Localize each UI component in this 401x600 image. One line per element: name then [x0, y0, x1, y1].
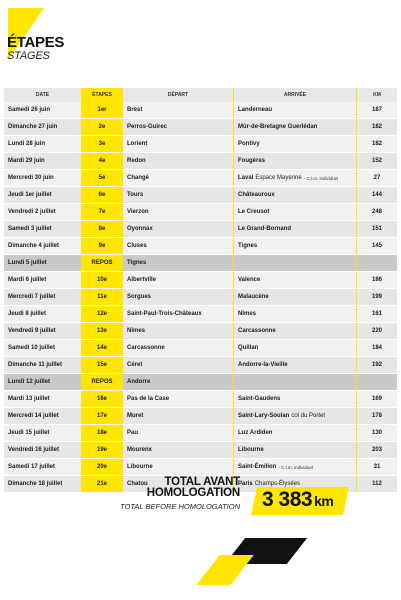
cell-start	[123, 374, 233, 390]
cell-date	[4, 119, 81, 135]
cell-date-text: Lundi 5 juillet	[8, 260, 47, 266]
cell-start-text: Albertville	[127, 277, 157, 283]
cell-stage-text: 7e	[98, 209, 106, 215]
cell-start-text: Perros-Guirec	[127, 124, 168, 130]
cell-km	[356, 289, 397, 305]
title-subtitle: STAGES	[7, 50, 50, 62]
cell-km-text: 178	[371, 413, 382, 419]
cell-stage	[81, 374, 123, 390]
cell-start	[123, 459, 233, 475]
cell-km-text: 187	[371, 107, 382, 113]
table-row	[4, 221, 397, 237]
cell-finish	[233, 323, 356, 339]
cell-finish	[233, 272, 356, 288]
page-title	[7, 36, 64, 62]
cell-date-text: Mercredi 7 juillet	[8, 294, 56, 300]
cell-start	[123, 119, 233, 135]
cell-km-text: 220	[371, 328, 382, 334]
cell-finish	[233, 102, 356, 118]
total-label-fr-line2: HOMOLOGATION	[146, 487, 240, 499]
table-row	[4, 136, 397, 152]
cell-start-text: Libourne	[127, 464, 153, 470]
cell-date	[4, 425, 81, 441]
cell-stage-text: 19e	[96, 447, 107, 453]
total-distance-value: 3 383	[262, 488, 313, 511]
cell-stage-text: REPOS	[91, 260, 113, 266]
col-header-stage: ÉTAPES	[81, 88, 123, 102]
cell-stage-text: 11e	[97, 294, 107, 300]
cell-date	[4, 238, 81, 254]
cell-stage-text: REPOS	[91, 379, 113, 385]
table-row	[4, 238, 397, 254]
cell-finish-note: - C.l.m. individuel	[278, 464, 313, 470]
cell-stage-text: 3e	[98, 141, 106, 147]
table-row	[4, 102, 397, 118]
cell-date-text: Lundi 12 juillet	[8, 379, 51, 385]
cell-km-text: 182	[371, 124, 382, 130]
cell-start	[123, 408, 233, 424]
table-row	[4, 323, 397, 339]
cell-start	[123, 255, 233, 271]
title-main: ÉTAPES	[7, 34, 65, 51]
cell-finish	[233, 238, 356, 254]
cell-stage-text: 4e	[98, 158, 106, 164]
cell-date	[4, 391, 81, 407]
cell-km-text: 248	[371, 209, 382, 215]
cell-finish-text: Mûr-de-Bretagne Guerlédan	[238, 124, 318, 130]
cell-date-text: Samedi 3 juillet	[8, 226, 52, 232]
cell-start	[123, 323, 233, 339]
cell-date-text: Jeudi 8 juillet	[8, 311, 47, 317]
cell-stage-text: 10e	[96, 277, 107, 283]
cell-date-text: Samedi 26 juin	[8, 107, 51, 113]
cell-stage	[81, 255, 123, 271]
cell-date	[4, 357, 81, 373]
cell-date-text: Dimanche 4 juillet	[8, 243, 60, 249]
cell-start	[123, 221, 233, 237]
cell-km	[356, 340, 397, 356]
cell-stage	[81, 323, 123, 339]
cell-start	[123, 425, 233, 441]
cell-start	[123, 136, 233, 152]
cell-finish-text: Landerneau	[238, 107, 273, 113]
cell-date-text: Samedi 17 juillet	[8, 464, 56, 470]
cell-start-text: Brest	[127, 107, 143, 113]
cell-finish	[233, 459, 356, 475]
cell-start-text: Oyonnax	[127, 226, 153, 232]
cell-km	[356, 204, 397, 220]
cell-start	[123, 102, 233, 118]
cell-km	[356, 357, 397, 373]
cell-km	[356, 272, 397, 288]
rest-day-row	[4, 255, 397, 271]
cell-stage-text: 16e	[96, 396, 107, 402]
cell-finish-text: Nîmes	[238, 311, 257, 317]
cell-date	[4, 442, 81, 458]
cell-stage-text: 6e	[98, 192, 106, 198]
table-row	[4, 425, 397, 441]
cell-date	[4, 153, 81, 169]
cell-start-text: Saint-Paul-Trois-Châteaux	[127, 311, 202, 317]
cell-date-text: Mercredi 14 juillet	[8, 413, 59, 419]
cell-date	[4, 323, 81, 339]
cell-finish	[233, 255, 356, 271]
cell-stage-text: 20e	[96, 464, 107, 470]
cell-km-text: 186	[371, 277, 382, 283]
cell-finish-text: Saint-Gaudens	[238, 396, 281, 402]
col-header-finish: ARRIVÉE	[233, 88, 356, 102]
cell-stage	[81, 306, 123, 322]
cell-stage	[81, 425, 123, 441]
cell-finish	[233, 408, 356, 424]
cell-date	[4, 102, 81, 118]
cell-finish-text: Libourne	[238, 447, 264, 453]
cell-finish-text: Paris	[238, 481, 253, 487]
cell-km	[356, 102, 397, 118]
cell-km-text: 130	[371, 430, 382, 436]
table-body	[4, 102, 397, 492]
cell-km	[356, 119, 397, 135]
total-label-en: TOTAL BEFORE HOMOLOGATION	[120, 502, 240, 511]
cell-finish-text: Quillan	[238, 345, 259, 351]
cell-stage	[81, 408, 123, 424]
table-row	[4, 408, 397, 424]
cell-stage-text: 17e	[96, 413, 107, 419]
cell-date-text: Vendredi 9 juillet	[8, 328, 56, 334]
cell-finish-detail: col du Portet	[291, 413, 326, 419]
cell-km	[356, 306, 397, 322]
cell-date	[4, 255, 81, 271]
cell-stage-text: 1er	[97, 107, 107, 113]
cell-stage-text: 15e	[96, 362, 107, 368]
cell-finish-text: Luz Ardiden	[238, 430, 273, 436]
cell-date-text: Jeudi 1er juillet	[8, 192, 52, 198]
cell-start-text: Sorgues	[127, 294, 152, 300]
table-row	[4, 119, 397, 135]
cell-km-text: 184	[371, 345, 382, 351]
cell-finish	[233, 306, 356, 322]
cell-start-text: Tours	[127, 192, 144, 198]
cell-km-text: 199	[371, 294, 382, 300]
cell-finish	[233, 374, 356, 390]
cell-finish	[233, 119, 356, 135]
cell-finish	[233, 391, 356, 407]
table-row	[4, 459, 397, 475]
cell-stage	[81, 204, 123, 220]
cell-finish-text: Laval	[238, 175, 254, 181]
cell-km	[356, 442, 397, 458]
cell-stage	[81, 238, 123, 254]
cell-date	[4, 306, 81, 322]
cell-date	[4, 272, 81, 288]
cell-date	[4, 204, 81, 220]
cell-stage-text: 21e	[96, 481, 107, 487]
cell-finish-detail: Espace Mayenne	[255, 175, 302, 181]
cell-date-text: Lundi 28 juin	[8, 141, 45, 147]
cell-start	[123, 306, 233, 322]
cell-start-text: Pas de la Case	[127, 396, 170, 402]
cell-stage	[81, 459, 123, 475]
cell-stage-text: 18e	[96, 430, 107, 436]
table-row	[4, 391, 397, 407]
cell-finish-text: Valence	[238, 277, 261, 283]
cell-km-text: 182	[371, 141, 382, 147]
cell-finish-text: Fougères	[238, 158, 266, 164]
cell-date	[4, 221, 81, 237]
cell-km	[356, 170, 397, 186]
cell-km-text: 31	[373, 464, 381, 470]
table-row	[4, 153, 397, 169]
cell-km-text: 152	[371, 158, 382, 164]
col-header-date: DATE	[35, 92, 50, 98]
cell-stage	[81, 136, 123, 152]
cell-stage	[81, 391, 123, 407]
cell-date-text: Dimanche 18 juillet	[8, 481, 63, 487]
cell-date	[4, 459, 81, 475]
cell-start	[123, 289, 233, 305]
cell-start-text: Céret	[127, 362, 143, 368]
cell-start-text: Lorient	[127, 141, 148, 147]
cell-km	[356, 221, 397, 237]
cell-km	[356, 408, 397, 424]
cell-km-text: 112	[372, 481, 382, 487]
cell-start	[123, 357, 233, 373]
cell-km	[356, 459, 397, 475]
cell-stage	[81, 442, 123, 458]
cell-date	[4, 170, 81, 186]
cell-finish	[233, 357, 356, 373]
cell-start	[123, 272, 233, 288]
cell-stage	[81, 153, 123, 169]
cell-stage	[81, 221, 123, 237]
cell-date-text: Samedi 10 juillet	[8, 345, 56, 351]
table-row	[4, 187, 397, 203]
cell-km	[356, 255, 397, 271]
cell-km	[356, 136, 397, 152]
cell-km-text: 27	[373, 175, 381, 181]
cell-finish-text: Andorre-la-Vieille	[238, 362, 288, 368]
cell-date	[4, 476, 81, 492]
cell-start	[123, 340, 233, 356]
table-row	[4, 357, 397, 373]
cell-km	[356, 153, 397, 169]
cell-start-text: Muret	[127, 413, 144, 419]
cell-km-text: 144	[371, 192, 382, 198]
cell-date	[4, 408, 81, 424]
cell-km-text: 145	[371, 243, 382, 249]
cell-finish	[233, 221, 356, 237]
cell-start	[123, 204, 233, 220]
cell-km-text: 161	[371, 311, 382, 317]
cell-finish-text: Saint-Lary-Soulan	[238, 413, 290, 419]
cell-start-text: Vierzon	[127, 209, 149, 215]
cell-date	[4, 374, 81, 390]
total-label-fr-line1: TOTAL AVANT	[164, 476, 240, 488]
cell-km	[356, 476, 397, 492]
cell-start	[123, 391, 233, 407]
cell-date-text: Dimanche 27 juin	[8, 124, 58, 130]
cell-stage	[81, 187, 123, 203]
cell-start-text: Cluses	[127, 243, 147, 249]
cell-date-text: Vendredi 2 juillet	[8, 209, 56, 215]
cell-start	[123, 238, 233, 254]
cell-date	[4, 289, 81, 305]
table-header-row	[4, 88, 397, 102]
cell-date-text: Mardi 6 juillet	[8, 277, 47, 283]
cell-date-text: Mardi 29 juin	[8, 158, 45, 164]
cell-km-text: 203	[371, 447, 382, 453]
cell-finish-detail: Champs-Élysées	[254, 481, 301, 487]
cell-stage-text: 5e	[98, 175, 106, 181]
cell-stage	[81, 340, 123, 356]
cell-stage-text: 14e	[96, 345, 107, 351]
cell-stage	[81, 102, 123, 118]
cell-date	[4, 187, 81, 203]
cell-km	[356, 323, 397, 339]
rest-day-row	[4, 374, 397, 390]
cell-stage	[81, 289, 123, 305]
cell-finish	[233, 442, 356, 458]
table-row	[4, 306, 397, 322]
cell-start-text: Tignes	[127, 260, 147, 266]
cell-finish-text: Châteauroux	[238, 192, 275, 198]
table-row	[4, 170, 397, 186]
cell-date-text: Mercredi 30 juin	[8, 175, 54, 181]
stages-table	[4, 88, 397, 492]
cell-finish-text: Pontivy	[238, 141, 260, 147]
cell-stage	[81, 272, 123, 288]
col-header-start: DÉPART	[167, 92, 189, 98]
col-header-km: KM	[356, 88, 397, 102]
cell-finish-text: Saint-Émilion	[238, 464, 277, 470]
cell-stage	[81, 357, 123, 373]
cell-stage-text: 9e	[98, 243, 106, 249]
total-distance-unit: km	[314, 493, 334, 509]
cell-date-text: Dimanche 11 juillet	[8, 362, 63, 368]
cell-finish-text: Tignes	[238, 243, 258, 249]
yellow-swoosh-graphic	[196, 555, 253, 585]
cell-start-text: Chatou	[127, 481, 148, 487]
cell-start-text: Nîmes	[127, 328, 146, 334]
cell-finish-text: Malaucène	[238, 294, 269, 300]
total-label-fr	[110, 477, 240, 499]
cell-start-text: Changé	[127, 175, 150, 181]
total-distance	[262, 488, 333, 512]
cell-stage	[81, 119, 123, 135]
cell-date	[4, 136, 81, 152]
cell-km	[356, 391, 397, 407]
cell-start	[123, 170, 233, 186]
cell-finish	[233, 425, 356, 441]
cell-km-text: 192	[371, 362, 382, 368]
cell-finish	[233, 187, 356, 203]
table-row	[4, 204, 397, 220]
cell-date-text: Jeudi 15 juillet	[8, 430, 50, 436]
cell-finish	[233, 340, 356, 356]
table-row	[4, 272, 397, 288]
cell-km-text: 151	[371, 226, 382, 232]
cell-km-text: 169	[371, 396, 382, 402]
cell-km	[356, 187, 397, 203]
cell-stage	[81, 170, 123, 186]
cell-start	[123, 442, 233, 458]
cell-finish-note: - C.l.m. individuel	[303, 175, 339, 181]
cell-stage-text: 13e	[96, 328, 107, 334]
cell-km	[356, 374, 397, 390]
cell-date	[4, 340, 81, 356]
cell-start-text: Andorre	[127, 379, 151, 385]
cell-finish	[233, 153, 356, 169]
cell-date-text: Vendredi 16 juillet	[8, 447, 60, 453]
cell-finish-text: Carcassonne	[238, 328, 276, 334]
cell-finish	[233, 289, 356, 305]
cell-stage-text: 12e	[96, 311, 107, 317]
cell-finish-text: Le Grand-Bornand	[238, 226, 292, 232]
cell-stage-text: 8e	[98, 226, 106, 232]
cell-finish-text: Le Creusot	[238, 209, 270, 215]
table-row	[4, 442, 397, 458]
cell-finish	[233, 170, 356, 186]
cell-start-text: Mourenx	[127, 447, 153, 453]
cell-finish	[233, 136, 356, 152]
cell-start-text: Pau	[127, 430, 139, 436]
cell-start-text: Carcassonne	[127, 345, 165, 351]
cell-start-text: Redon	[127, 158, 146, 164]
cell-stage-text: 2e	[98, 124, 106, 130]
table-row	[4, 289, 397, 305]
cell-start	[123, 187, 233, 203]
table-row	[4, 340, 397, 356]
cell-start	[123, 153, 233, 169]
cell-km	[356, 238, 397, 254]
cell-date-text: Mardi 13 juillet	[8, 396, 50, 402]
cell-finish	[233, 204, 356, 220]
cell-km	[356, 425, 397, 441]
